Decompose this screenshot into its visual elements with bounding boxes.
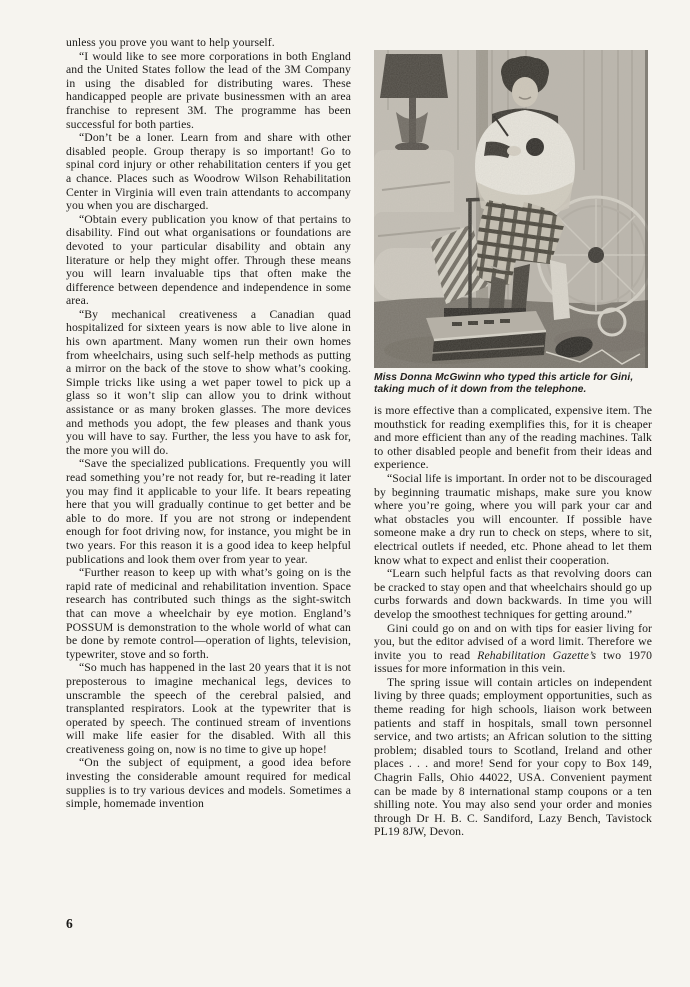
right-text-column — [374, 404, 652, 839]
paragraph: “Further reason to keep up with what’s going on is the rapid rate of medicinal and rehabilitation invention. Space research has contributed such things as the sight-switch that can move a wheelchair by eye motion. England’s POSSUM is demonstration to the whole world of what can be done by remote control—operation of lights, television, typewriter, stove and so forth. — [66, 566, 351, 661]
paragraph: unless you prove you want to help yourself. — [66, 36, 275, 49]
paragraph: “Social life is important. In order not to be discouraged by beginning traumatic mishaps, make sure you know where you’re going, where you will park your car and what obstacles you will encounter. If possible have someone make a dry run to check on steps, where to sit, electrical outlets if needed, etc. Phone ahead to let them know what to expect and enlist their cooperation. — [374, 471, 652, 567]
paragraph: “On the subject of equipment, a good idea before investing the considerable amount required for medical supplies is to try various devices and models. Sometimes a simple, homemade invention — [66, 756, 351, 811]
photo-illustration — [374, 50, 648, 368]
left-text-column — [66, 36, 351, 811]
photo-caption — [374, 372, 650, 396]
paragraph: “Don’t be a loner. Learn from and share with other disabled people. Group therapy is so important! Go to spinal cord injury or other rehabilitation centers if you get a chance. Places such as Woodrow Wilson Rehabilitation Center in Virginia will even train attendants to accompany you when you are discharged. — [66, 131, 351, 213]
photo-right-edge — [645, 50, 648, 368]
paragraph: “Save the specialized publications. Frequently you will read something you’re not ready for, but re-reading it later you may find it applicable to your life. It bears repeating here that you will gradually continue to get better and be able to do more. If you are not strong or independent enough for foot driving now, for instance, you might be in two years. For this reason it is a good idea to keep helpful publications and look them over from year to year. — [66, 457, 351, 566]
photo-caption-line2: taking much of it down from the telephone. — [374, 383, 587, 395]
paragraph: “By mechanical creativeness a Canadian quad hospitalized for sixteen years is now able to live alone in his own apartment. Many women run their own homes from wheelchairs, using such self-help methods as putting a mirror on the back of the stove to show what’s cooking. Simple tricks like using a wet paper towel to pick up a glass so it won’t slip can allow you to drink without assistance or as many broken glasses. The more devices and methods you adopt, the few pleases and thank yous you will have to say. Further, the less you have to ask for, the more you will do. — [66, 307, 351, 457]
paragraph: “Learn such helpful facts as that revolving doors can be cracked to stay open and that wheelchairs should go up curbs forwards and down backwards. In time you will develop the smoothest techniques for getting around.” — [374, 567, 652, 621]
paragraph: “I would like to see more corporations in both England and the United States follow the lead of the 3M Company in using the disabled for distributing wares. These handicapped people are private businessmen with an area franchise to represent 3M. The programme has been successful for both parties. — [66, 49, 351, 131]
paragraph: is more effective than a complicated, expensive item. The mouthstick for reading exemplifies this, for it is cheaper and more efficient than any of the reading machines. Talk to other disabled people and benefit from their ideas and experience. — [374, 404, 652, 472]
photo-grain — [374, 50, 648, 368]
article-photo — [374, 50, 648, 368]
paragraph: Gini could go on and on with tips for easier living for you, but the editor advised of a word limit. Therefore we invite you to read Rehabilitation Gazette’s two 1970 issues for more information in this vein. — [374, 621, 653, 676]
paragraph: “Obtain every publication you know of that pertains to disability. Find out what organisations or foundations are devoted to your particular disability and obtain any literature or help they might offer. Through these means you will learn invaluable tips that often make the difference between dependence and independence in some area. — [66, 212, 351, 308]
paragraph: “So much has happened in the last 20 years that it is not preposterous to imagine mechanical legs, devices to unscramble the speech of the cerebral palsied, and transplanted respirators. Look at the typewriter that is operated by speech. The continued stream of inventions will make life easier for the disabled. With all this creativeness going on, now is no time to give up hope! — [66, 661, 351, 756]
photo-caption-line1: Miss Donna McGwinn who typed this article for Gini, — [374, 372, 634, 383]
paragraph: The spring issue will contain articles on independent living by three quads; employment opportunities, such as theme reading for high schools, liaison work between patients and staff in hospitals, small town personnel service, and two artists; an African solution to the sitting problem; disabled tours to Scotland, Ireland and other places . . . and more! Send for your copy to Box 149, Chagrin Falls, Ohio 44022, USA. Convenient payment can be made by 8 international stamp coupons or a ten shilling note. You may also send your order and monies through Dr H. B. C. Sandiford, Lazy Bench, Tavistock PL19 8JW, Devon. — [374, 675, 652, 839]
page-number: 6 — [66, 916, 73, 931]
